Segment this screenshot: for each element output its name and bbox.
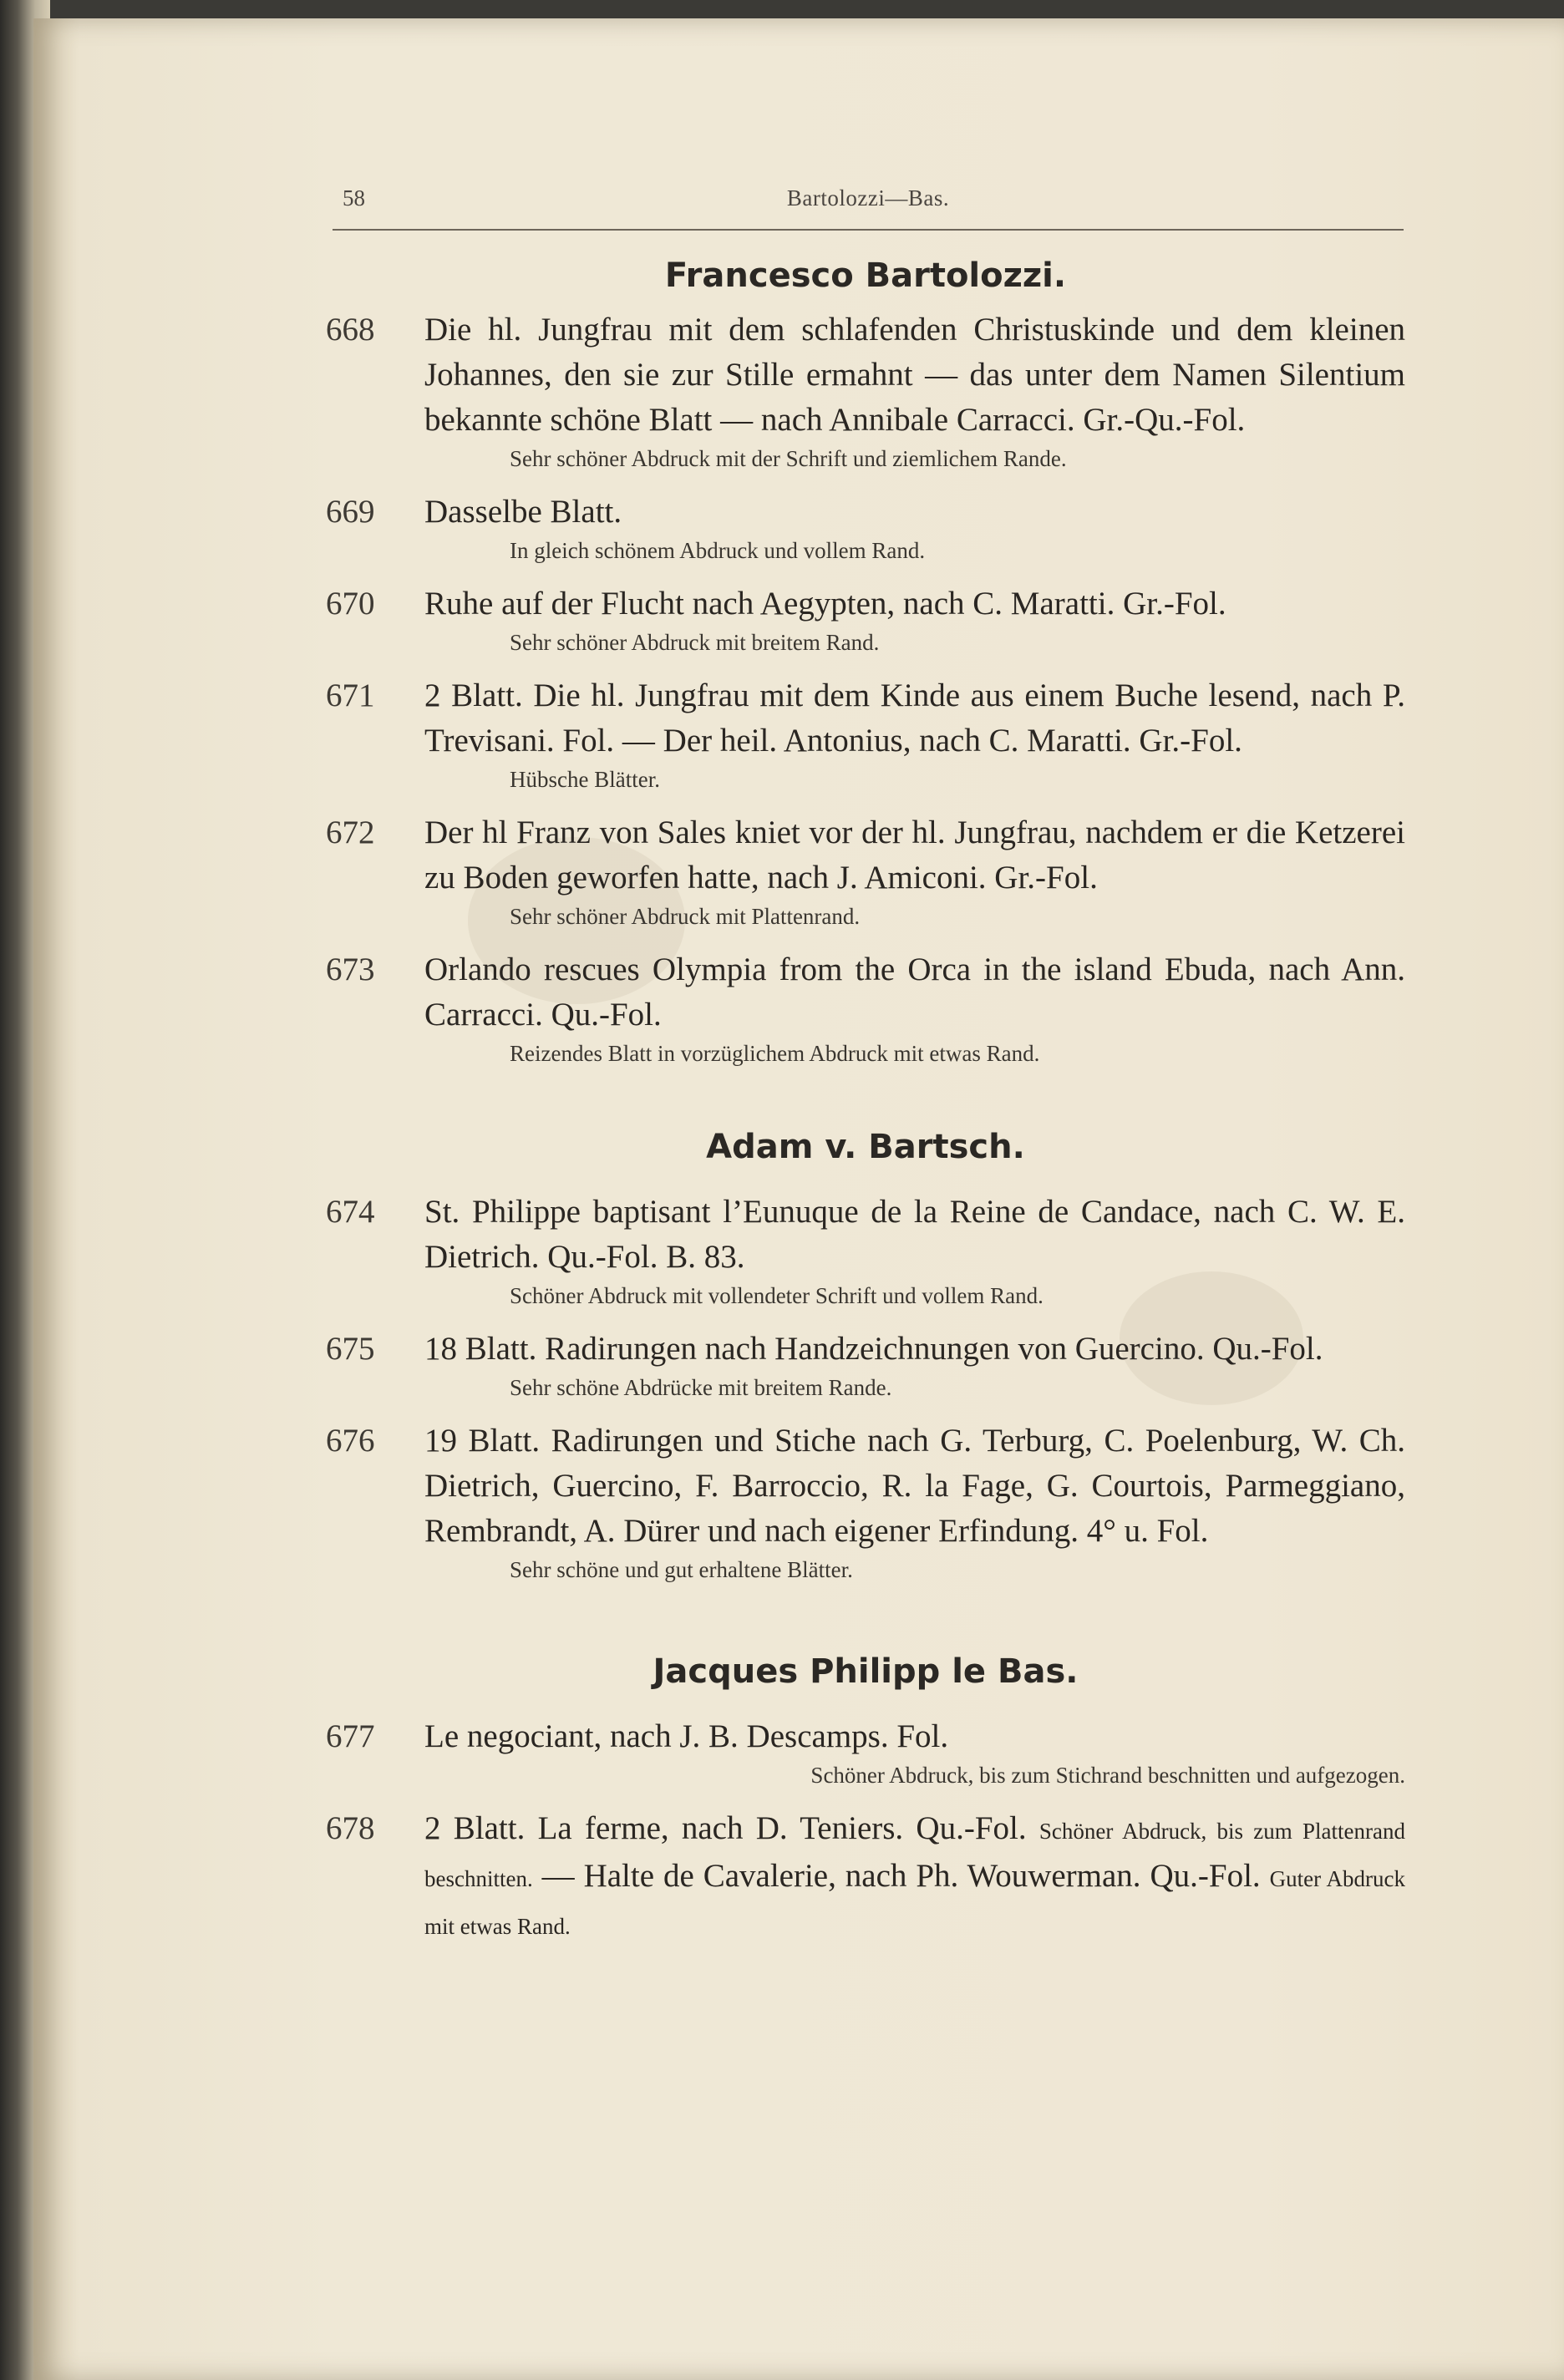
catalog-entry (326, 947, 1405, 1069)
lot-description: Ruhe auf der Flucht nach Aegypten, nach C. Maratti. Gr.-Fol. (424, 586, 1226, 622)
lot-note: Sehr schöner Abdruck mit der Schrift und ziemlichem Rande. (510, 446, 1067, 471)
page-number: 58 (343, 185, 365, 211)
catalog-entry (326, 307, 1405, 474)
section-title: Adam v. Bartsch. (706, 1128, 1025, 1166)
lot-number: 675 (326, 1331, 375, 1367)
section-title: Francesco Bartolozzi. (664, 256, 1067, 295)
catalog-entry (326, 1806, 1405, 1949)
lot-note: Sehr schöner Abdruck mit breitem Rand. (510, 630, 880, 655)
catalog-content (326, 251, 1405, 1949)
lot-description (424, 1806, 1405, 1949)
catalog-entry (326, 1714, 1405, 1791)
catalog-entry (326, 810, 1405, 932)
lot-number: 676 (326, 1423, 375, 1459)
lot-note: Reizendes Blatt in vorzüglichem Abdruck mit etwas Rand. (510, 1041, 1040, 1066)
lot-number: 672 (326, 814, 375, 850)
lot-note: In gleich schönem Abdruck und vollem Rand. (510, 538, 926, 563)
lot-description: 2 Blatt. Die hl. Jungfrau mit dem Kinde aus einem Buche lesend, nach P. Trevisani. Fol. — Der heil. Antonius, nach C. Maratti. Gr.-Fol. (424, 677, 1405, 759)
lot-note: Sehr schöne Abdrücke mit breitem Rande. (510, 1375, 892, 1400)
lot-description-part: — Halte de Cavalerie, nach Ph. Wouwerman. Qu.-Fol. (541, 1858, 1261, 1894)
lot-description-part: 2 Blatt. La ferme, nach D. Teniers. Qu.-Fol. (424, 1810, 1027, 1846)
section-title: Jacques Philipp le Bas. (653, 1652, 1079, 1691)
lot-number: 670 (326, 586, 375, 622)
lot-number: 671 (326, 677, 375, 713)
lot-note: Sehr schöner Abdruck mit Plattenrand. (510, 904, 861, 929)
lot-description: Die hl. Jungfrau mit dem schlafenden Christuskinde und dem kleinen Johannes, den sie zur Stille ermahnt — das unter dem Namen Silentium bekannte schöne Blatt — nach Annibale Carracci. Gr.-Qu.-Fol. (424, 312, 1405, 438)
lot-note: Hübsche Blätter. (510, 767, 660, 792)
catalog-entry (326, 1190, 1405, 1312)
lot-description: St. Philippe baptisant l’Eunuque de la Reine de Candace, nach C. W. E. Dietrich. Qu.-Fol. B. 83. (424, 1194, 1405, 1275)
catalog-entry (326, 490, 1405, 566)
lot-note: Guter Abdruck mit etwas Rand. (424, 1866, 1405, 1939)
lot-note: Schöner Abdruck, bis zum Plattenrand beschnitten. (424, 1819, 1405, 1891)
lot-note: Schöner Abdruck, bis zum Stichrand beschnitten und aufgezogen. (810, 1763, 1405, 1788)
lot-note: Schöner Abdruck mit vollendeter Schrift und vollem Rand. (510, 1283, 1044, 1308)
lot-description: Dasselbe Blatt. (424, 494, 622, 530)
lot-number: 678 (326, 1810, 375, 1846)
lot-number: 673 (326, 951, 375, 987)
lot-number: 674 (326, 1194, 375, 1230)
catalog-entry (326, 581, 1405, 658)
lot-number: 668 (326, 312, 375, 348)
lot-description: Orlando rescues Olympia from the Orca in the island Ebuda, nach Ann. Carracci. Qu.-Fol. (424, 951, 1405, 1033)
lot-description: 19 Blatt. Radirungen und Stiche nach G. Terburg, C. Poelenburg, W. Ch. Dietrich, Guercino, F. Barroccio, R. la Fage, G. Courtois, Parmeggiano, Rembrandt, A. Dürer und nach eigener Erfindung. 4° u. Fol. (424, 1423, 1405, 1549)
page-header (333, 182, 1404, 231)
catalog-entry (326, 1327, 1405, 1403)
lot-number: 677 (326, 1718, 375, 1754)
catalog-entry (326, 673, 1405, 795)
lot-description: Der hl Franz von Sales kniet vor der hl. Jungfrau, nachdem er die Ketzerei zu Boden geworfen hatte, nach J. Amiconi. Gr.-Fol. (424, 814, 1405, 896)
running-title: Bartolozzi—Bas. (786, 185, 950, 211)
lot-description: 18 Blatt. Radirungen nach Handzeichnungen von Guercino. Qu.-Fol. (424, 1331, 1323, 1367)
catalog-entry (326, 1418, 1405, 1586)
lot-note: Sehr schöne und gut erhaltene Blätter. (510, 1557, 853, 1582)
lot-description: Le negociant, nach J. B. Descamps. Fol. (424, 1718, 949, 1754)
lot-number: 669 (326, 494, 375, 530)
